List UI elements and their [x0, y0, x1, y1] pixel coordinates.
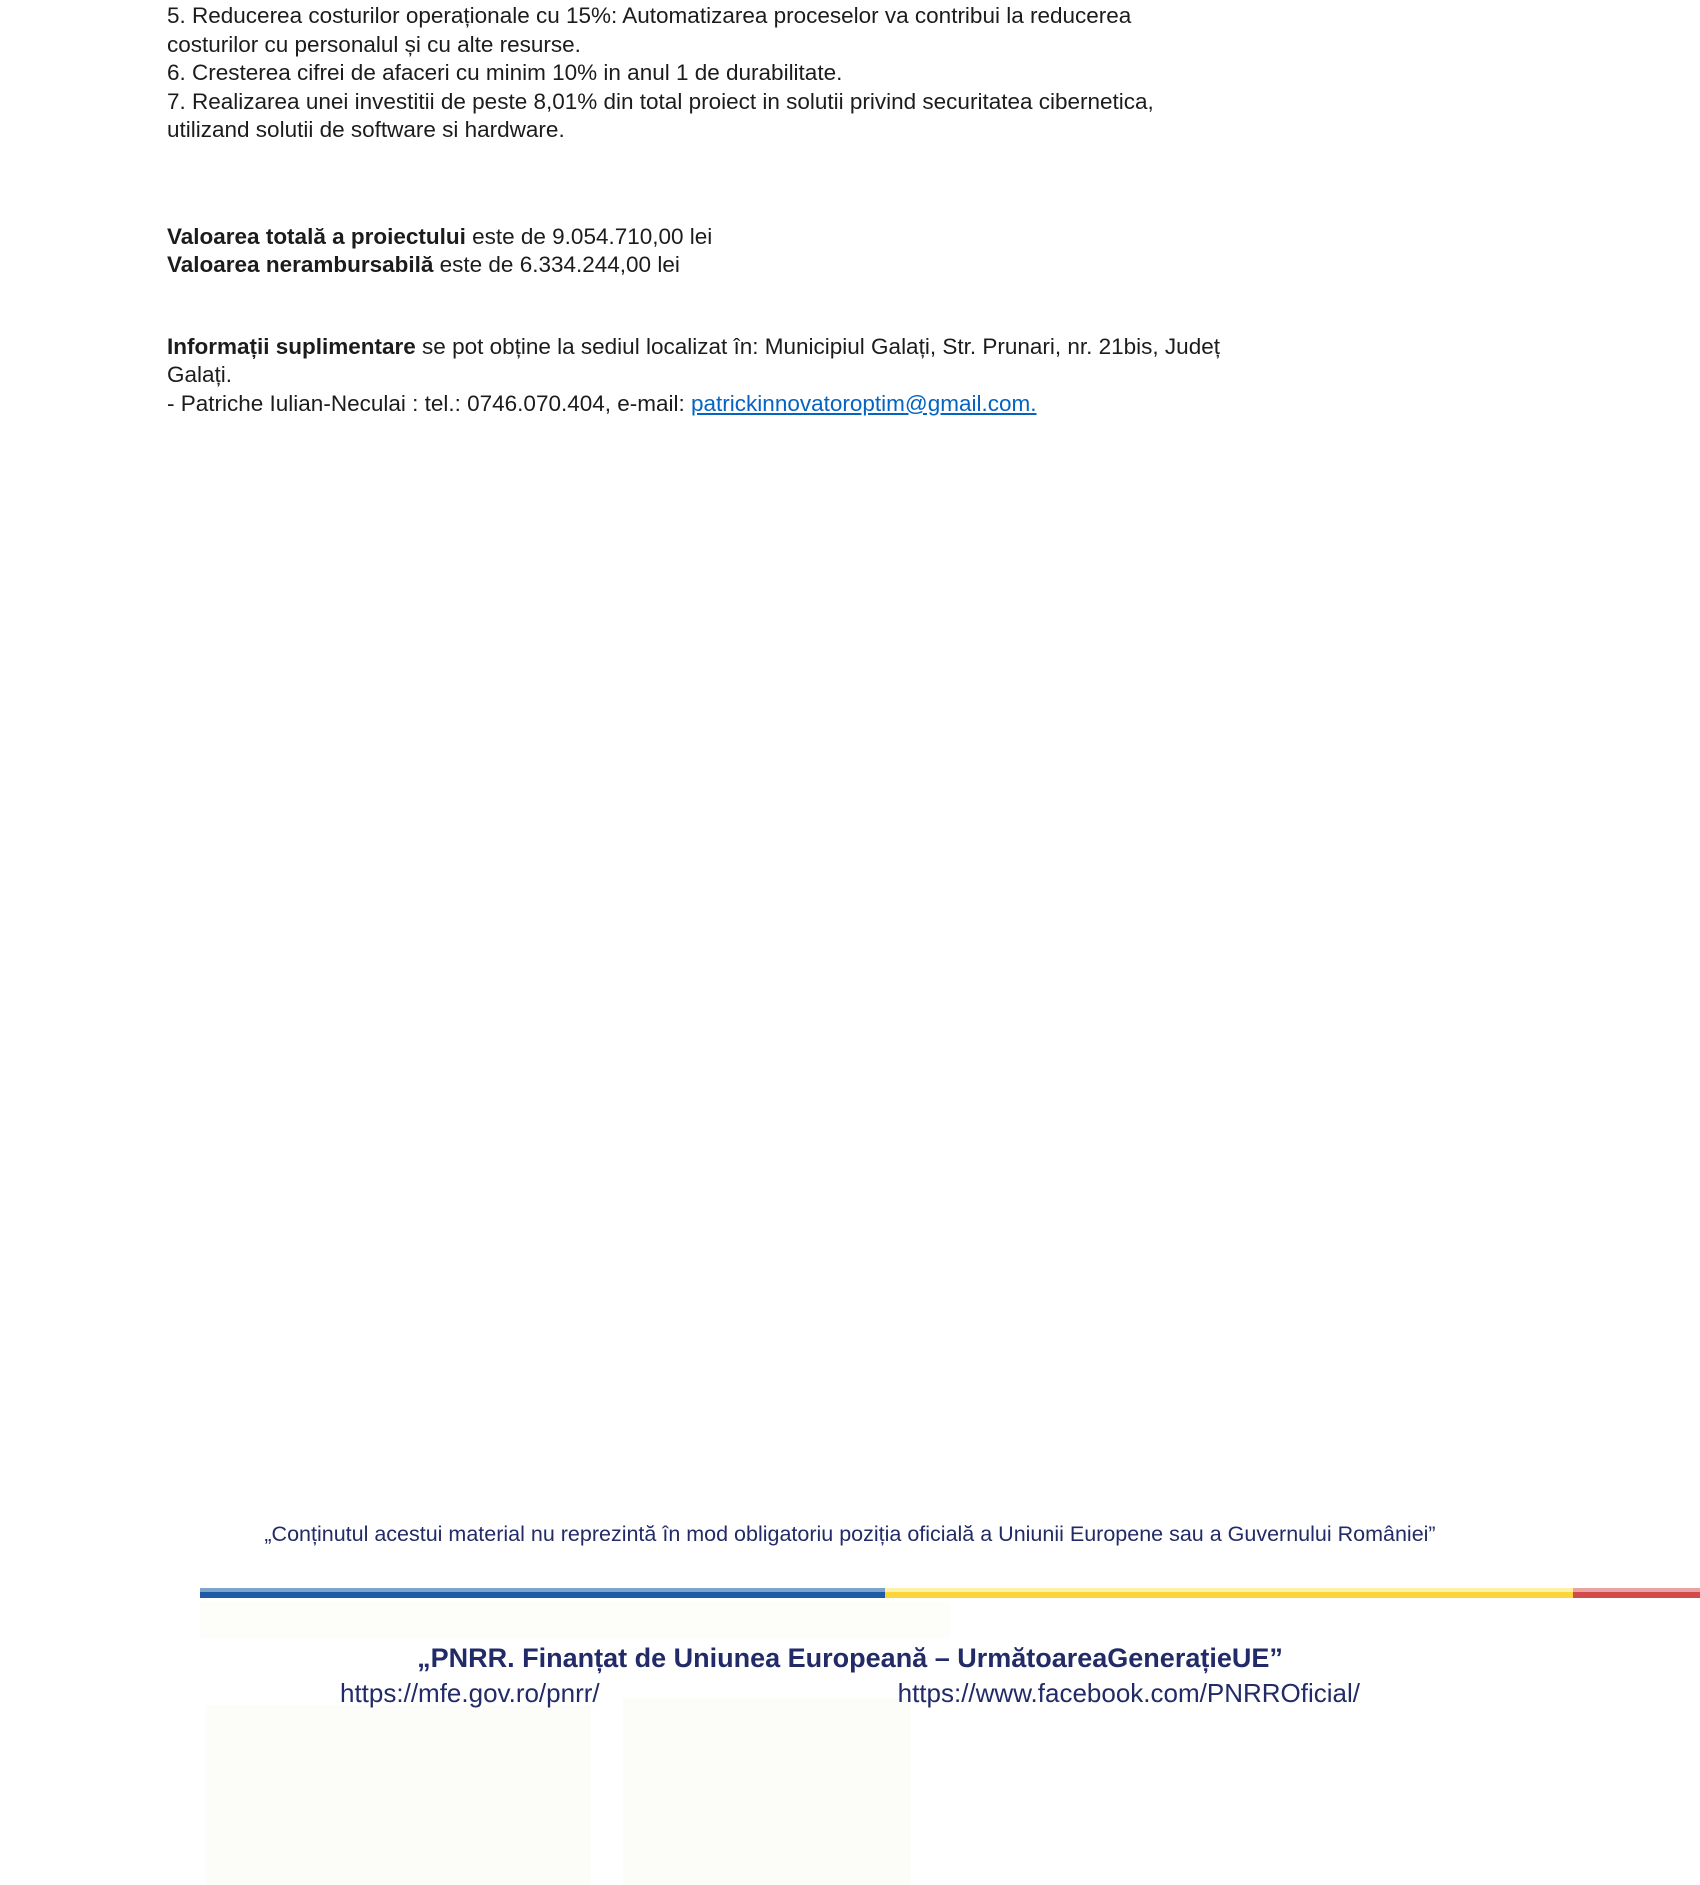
info-label: Informații suplimentare — [167, 333, 416, 359]
contact-text: - Patriche Iulian-Neculai : tel.: 0746.070.404, e-mail: — [167, 390, 692, 416]
additional-info — [167, 333, 1540, 419]
numbered-list — [167, 2, 1540, 145]
total-value-label: Valoarea totală a proiectului — [167, 223, 466, 249]
grant-value-line — [167, 251, 1540, 280]
body-text-line: 6. Cresterea cifrei de afaceri cu minim 10% in anul 1 de durabilitate. — [167, 60, 843, 85]
body-text-line: 5. Reducerea costurilor operaționale cu 15%: Automatizarea proceselor va contribui la reducerea — [167, 3, 1132, 28]
faint-artifact — [200, 1602, 950, 1638]
email-link[interactable]: patrickinnovatoroptim@gmail.com. — [691, 390, 1037, 416]
flag-segment-red — [1573, 1588, 1700, 1598]
info-text: se pot obține la sediul localizat în: Municipiul Galați, Str. Prunari, nr. 21bis, Județ — [415, 333, 1220, 359]
mfe-url-text: https://mfe.gov.ro/pnrr/ — [340, 1678, 600, 1708]
document-body — [167, 2, 1540, 418]
contact-line — [167, 390, 1540, 419]
footer-links — [340, 1678, 1360, 1709]
info-line-1 — [167, 333, 1540, 362]
facebook-url-text: https://www.facebook.com/PNRROficial/ — [897, 1678, 1360, 1708]
flag-segment-blue — [200, 1588, 885, 1598]
grant-value-label: Valoarea nerambursabilă — [167, 252, 434, 277]
faint-artifact — [206, 1705, 591, 1885]
info-line-2: Galați. — [167, 362, 233, 387]
romanian-flag-divider — [200, 1588, 1700, 1598]
flag-segment-yellow — [885, 1588, 1573, 1598]
body-text-line: costurilor cu personalul și cu alte resurse. — [167, 31, 581, 57]
disclaimer-text: „Conținutul acestui material nu reprezintă în mod obligatoriu poziția oficială a Uniunii Europene sau a Guvernului României” — [264, 1522, 1436, 1546]
project-values — [167, 223, 1540, 280]
pnrr-funding-title: „PNRR. Finanțat de Uniunea Europeană – UrmătoareaGenerațieUE” — [417, 1643, 1283, 1673]
grant-value-text: este de 6.334.244,00 lei — [433, 252, 680, 277]
body-text-line: utilizand solutii de software si hardware. — [167, 117, 565, 142]
faint-artifact — [623, 1698, 911, 1885]
body-text-line: 7. Realizarea unei investitii de peste 8,01% din total proiect in solutii privind securitatea cibernetica, — [167, 88, 1154, 114]
total-value-line — [167, 223, 1540, 252]
total-value-text: este de 9.054.710,00 lei — [465, 223, 713, 249]
